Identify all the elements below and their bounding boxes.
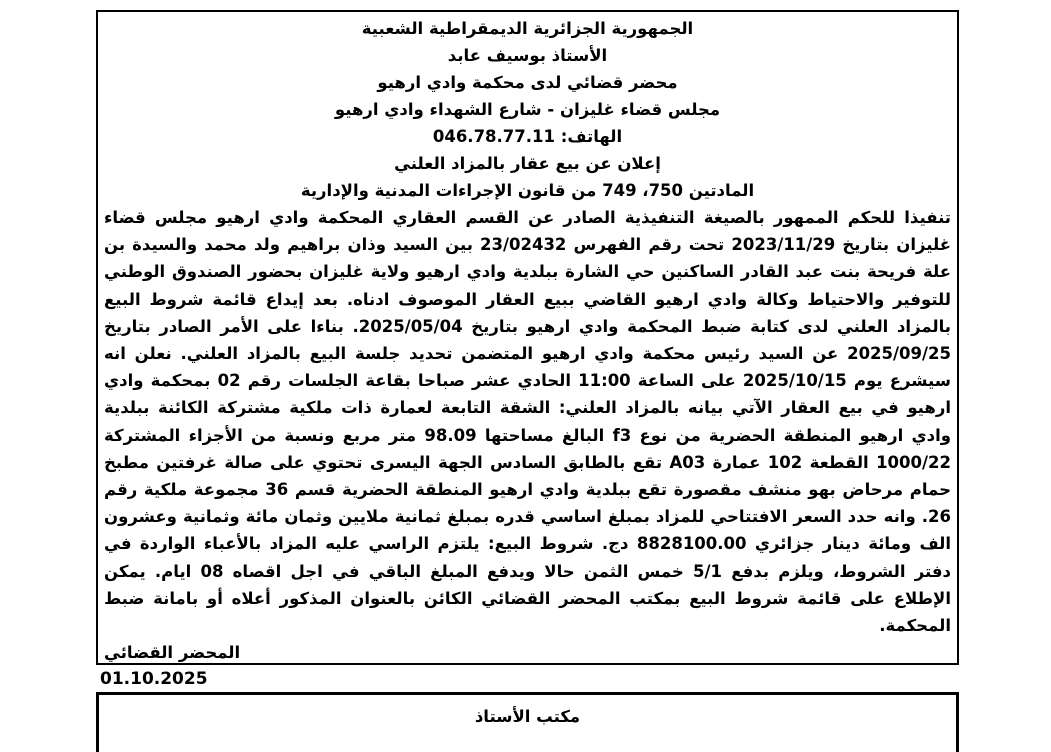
header-republic-line: الجمهورية الجزائرية الديمقراطية الشعبية — [361, 19, 694, 38]
header-phone-line: الهاتف: 046.78.77.11 — [432, 127, 623, 146]
signature-date-line: 01.10.2025 — [100, 669, 208, 690]
legal-articles-line: المادتين 750، 749 من قانون الإجراءات المدنية والإدارية — [300, 181, 755, 200]
header-bailiff-name-line: الأستاذ بوسيف عابد — [447, 46, 608, 65]
announcement-title: إعلان عن بيع عقار بالمزاد العلني — [394, 154, 661, 173]
announcement-body-paragraph: تنفيذا للحكم الممهور بالصيغة التنفيذية الصادر عن القسم العقاري المحكمة وادي ارهيو مجلس قضاء غليزان بتاريخ 2023/11/29 تحت رقم الفهرس 23/02432 بين السيد وذان براهيم ولد محمد والسيدة بن علة فريحة بنت عبد القادر الساكنين حي الشارة ببلدية وادي ارهيو ولاية غليزان بحضور الصندوق الوطني للتوفير والاحتياط وكالة وادي ارهيو القاضي ببيع العقار الموصوف ادناه. بعد إيداع قائمة شروط البيع بالمزاد العلني لدى كتابة ضبط المحكمة وادي ارهيو بتاريخ 2025/05/04. بناءا على الأمر الصادر بتاريخ 2025/09/25 عن السيد رئيس محكمة وادي ارهيو المتضمن تحديد جلسة البيع بالمزاد العلني. نعلن انه سيشرع يوم 2025/10/15 على الساعة 11:00 الحادي عشر صباحا بقاعة الجلسات رقم 02 بمحكمة وادي ارهيو في بيع العقار الآتي بيانه بالمزاد العلني: الشقة التابعة لعمارة ذات ملكية مشتركة الكائنة ببلدية وادي ارهيو المنطقة الحضرية من نوع f3 البالغ مساحتها 98.09 متر مربع ونسبة من الأجزاء المشتركة 1000/22 القطعة 102 عمارة A03 تقع بالطابق السادس الجهة اليسرى تحتوي على صالة غرفتين مطبخ حمام مرحاض بهو منشف مقصورة تقع ببلدية وادي ارهيو المنطقة الحضرية قسم 36 مجموعة ملكية رقم 26. وانه حدد السعر الافتتاحي للمزاد بمبلغ اساسي قدره بمبلغ ثمانية ملايين وثمان مائة وثمانية وعشرون الف ومائة دينار جزائري 8828100.00 دج. شروط البيع: يلتزم الراسي عليه المزاد بالأعباء الواردة في دفتر الشروط، ويلزم بدفع 5/1 خمس الثمن حالا ويدفع المبلغ الباقي في اجل اقصاه 08 ايام. يمكن الإطلاع على قائمة شروط البيع بمكتب المحضر القضائي الكائن بالعنوان المذكور أعلاه أو بامانة ضبط المحكمة. — [104, 208, 952, 636]
header-court-address-line: مجلس قضاء غليزان - شارع الشهداء وادي ارهيو — [334, 100, 721, 119]
signer-line: المحضر القضائي — [104, 643, 241, 663]
header-bailiff-title-line: محضر قضائي لدى محكمة وادي ارهيو — [377, 73, 678, 92]
second-document-partial-line: مكتب الأستاذ — [474, 707, 581, 726]
auction-announcement-document — [96, 10, 959, 690]
second-document-box-partial — [96, 692, 959, 752]
